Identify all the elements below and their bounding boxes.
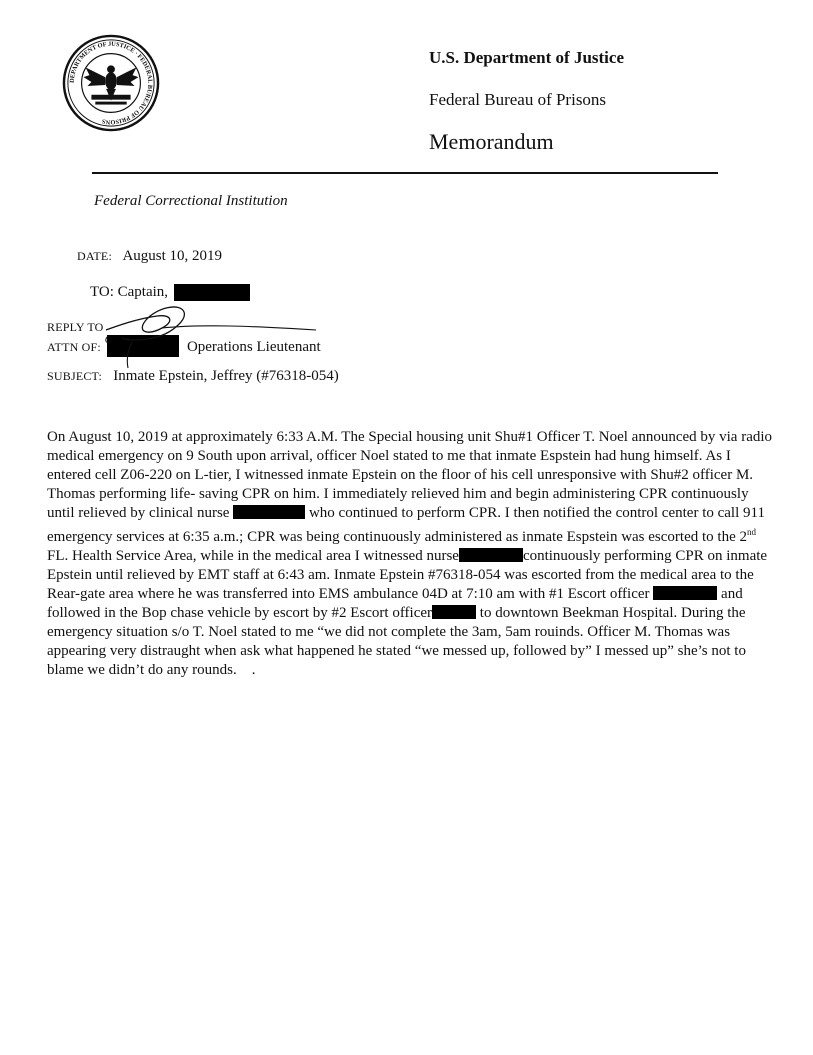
- institution-name: Federal Correctional Institution: [94, 193, 288, 209]
- redaction-block: [653, 586, 717, 600]
- body-text: and followed in the Bop chase vehicle by escort by #2 Escort officer: [47, 586, 743, 621]
- header-divider: [92, 172, 718, 174]
- bureau-name: Federal Bureau of Prisons: [429, 90, 607, 109]
- document-type: Memorandum: [429, 129, 554, 154]
- doj-bop-seal: [62, 34, 160, 132]
- attn-label: ATTN OF:: [47, 340, 101, 354]
- to-text: TO: Captain,: [90, 284, 169, 300]
- redaction-block: [174, 284, 250, 301]
- redaction-block: [233, 505, 305, 519]
- subject-value: Inmate Epstein, Jeffrey (#76318-054): [113, 368, 339, 384]
- memo-body: [47, 428, 773, 680]
- redaction-block: [432, 605, 476, 619]
- ordinal-suffix: nd: [746, 527, 756, 537]
- date-row: [77, 248, 222, 265]
- date-value: August 10, 2019: [122, 248, 223, 264]
- to-row: [90, 284, 250, 301]
- subject-label: SUBJECT:: [47, 369, 103, 383]
- attn-title: Operations Lieutenant: [186, 339, 321, 355]
- body-text: On August 10, 2019 at approximately 6:33 A.M. The Special housing unit Shu#1 Officer T. Noel announced by via radio medical emergency on 9 South upon arrival, officer Noel stated to me that inmate Espstein had hung himself. As I entered cell Z06-220 on L-tier, I witnessed inmate Epstein on the floor of his cell unresponsive with Shu#2 officer M. Thomas performing life- saving CPR on him. I immediately relieved him and begin administering CPR continuously until relieved by clinical nurse: [47, 429, 773, 521]
- date-label: DATE:: [77, 249, 112, 263]
- body-text: to downtown Beekman Hospital. During the emergency situation s/o T. Noel stated to me “we did not complete the 3am, 5am rouinds. Officer M. Thomas was appearing very distraught when ask what happened he stated “we messed up, followed by” I messed up” she’s not to blame we didn’t do any rounds.: [47, 605, 746, 678]
- subject-row: [47, 368, 339, 385]
- reply-to-label: REPLY TO: [47, 320, 104, 334]
- agency-name: U.S. Department of Justice: [429, 48, 624, 67]
- trailing-mark: .: [251, 662, 256, 678]
- redaction-block: [459, 548, 523, 562]
- body-text: FL. Health Service Area, while in the medical area I witnessed nurse: [47, 548, 459, 564]
- body-text: who continued to perform CPR. I then notified the control center to call 911 emergency services at 6:35 a.m.; CPR was being continuously administered as inmate Espstein was escorted to the 2: [47, 505, 765, 545]
- body-text: continuously performing CPR on inmate Epstein until relieved by EMT staff at 6:43 am. Inmate Epstein #76318-054 was escorted from the medical area to the Rear-gate area where he was transferred into EMS ambulance 04D at 7:10 am with #1 Escort officer: [47, 548, 768, 602]
- svg-text:DEPARTMENT OF JUSTICE · FEDERA: DEPARTMENT OF JUSTICE · FEDERAL BUREAU OF PRISONS: [68, 40, 154, 126]
- handwritten-signature: [102, 302, 322, 372]
